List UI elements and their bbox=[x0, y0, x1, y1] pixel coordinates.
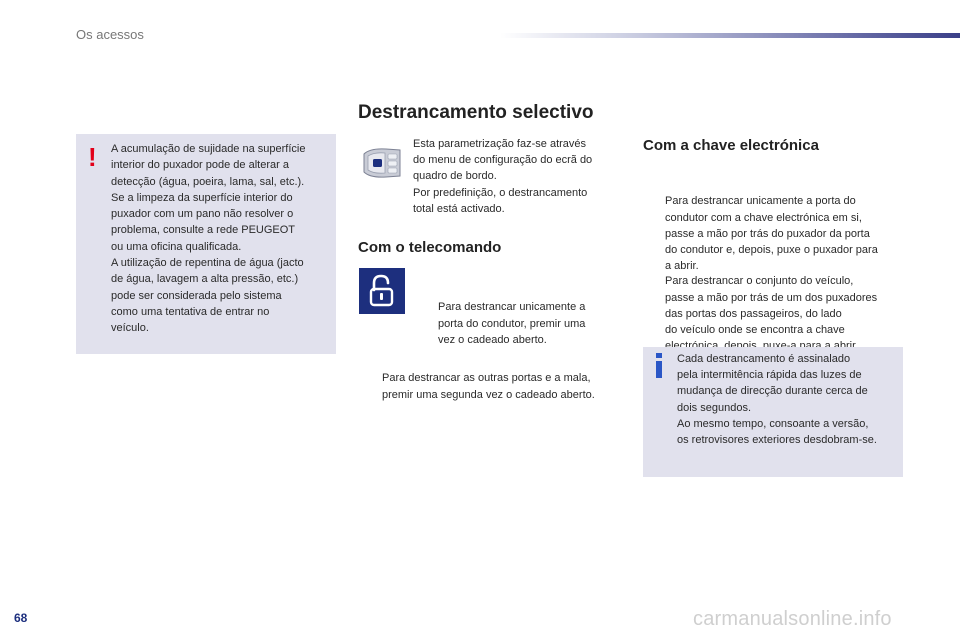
watermark: carmanualsonline.info bbox=[693, 608, 892, 630]
header-bar bbox=[500, 33, 960, 38]
info-box bbox=[643, 347, 903, 477]
intro-text: Esta parametrização faz-se através do menu de configuração do ecrã do quadro de bordo. Por predefinição, o destrancamento total está activado. bbox=[413, 138, 593, 215]
open-padlock-icon bbox=[359, 268, 405, 314]
bullet-text: Para destrancar unicamente a porta do condutor com a chave electrónica em si, passe a mão por trás do puxador da porta do condutor e, depois, puxe o puxador para a abrir. bbox=[665, 195, 878, 273]
page-title: Destrancamento selectivo bbox=[358, 102, 594, 123]
warning-icon: ! bbox=[88, 142, 97, 172]
warning-box bbox=[76, 134, 336, 354]
bullet-text: Para destrancar unicamente a porta do condutor, premir uma vez o cadeado aberto. bbox=[438, 301, 586, 346]
section-title: Os acessos bbox=[76, 27, 144, 42]
subtitle-telecomando: Com o telecomando bbox=[358, 239, 502, 256]
subtitle-chave: Com a chave electrónica bbox=[643, 137, 819, 154]
bullet-telecomando-2 bbox=[362, 338, 624, 419]
info-icon bbox=[654, 353, 664, 379]
bullet-text: Para destrancar as outras portas e a mala, premir uma segunda vez o cadeado aberto. bbox=[382, 372, 595, 401]
warning-text: A acumulação de sujidade na superfície interior do puxador pode de alterar a detecção (água, poeira, lama, sal, etc.). Se a limpeza da superfície interior do puxador com um pano não resolver o problema, consulte a rede PEUGEOT ou uma oficina qualificada. A utilização de repentina de água (jacto de água, lavagem a alta pressão, etc.) pode ser considerada pelo sistema como uma tentativa de entrar no veículo. bbox=[111, 143, 306, 335]
steering-control-icon bbox=[360, 146, 404, 180]
bullet-text: Para destrancar o conjunto do veículo, passe a mão por trás de um dos puxadores das portas dos passageiros, do lado do veículo onde se encontra a chave bbox=[665, 275, 878, 337]
page-number: 68 bbox=[14, 611, 28, 625]
info-text: Cada destrancamento é assinalado pela intermitência rápida das luzes de mudança de direcção durante cerca de dois segundos. Ao mesmo tempo, consoante a versão, os retrovisores exteriores desdobram-se. bbox=[677, 353, 877, 447]
